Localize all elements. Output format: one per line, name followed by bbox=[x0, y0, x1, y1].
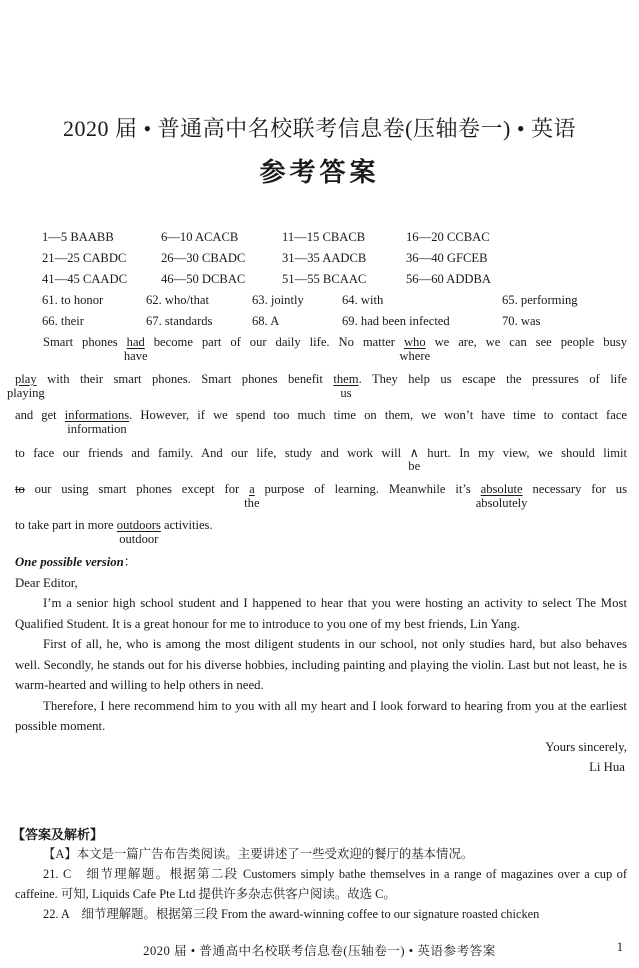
passage-text: our using smart phones except for bbox=[24, 482, 250, 496]
corrected-word bbox=[123, 335, 148, 363]
essay-paragraph-1: I’m a senior high school student and I happened to hear that you were hosting an activity to select The Most Qualified Student. It is a great honour for me to introduce to you one of my best friends, Lin Yang. bbox=[15, 596, 627, 631]
caret-symbol: ∧ bbox=[409, 446, 419, 460]
answer-item: 65. performing bbox=[502, 293, 578, 307]
deleted-word: to bbox=[15, 482, 25, 496]
passage-text: necessary for us bbox=[522, 482, 627, 496]
analysis-q22: 22. A 细节理解题。根据第三段 From the award-winning coffee to our signature roasted chicken bbox=[43, 907, 540, 921]
correction-line bbox=[15, 445, 627, 473]
original-word: absolute bbox=[480, 482, 523, 496]
essay-heading: One possible version bbox=[15, 555, 124, 569]
correction-word: the bbox=[244, 496, 260, 510]
answer-group: 6—10 ACACB bbox=[161, 230, 239, 244]
correction-word: us bbox=[340, 386, 352, 400]
passage-text: purpose of learning. Meanwhile it’s bbox=[254, 482, 481, 496]
passage-text: with their smart phones. Smart phones benefit bbox=[36, 372, 334, 386]
original-word: had bbox=[126, 335, 145, 349]
answer-item: 63. jointly bbox=[252, 293, 304, 307]
answer-group: 16—20 CCBAC bbox=[406, 230, 490, 244]
analysis-passage-a: 【A】本文是一篇广告布告类阅读。主要讲述了一些受欢迎的餐厅的基本情况。 bbox=[43, 847, 474, 861]
correction-word: where bbox=[399, 349, 431, 363]
answer-group: 41—45 CAADC bbox=[42, 272, 128, 286]
answer-group: 51—55 BCAAC bbox=[282, 272, 367, 286]
correction-line bbox=[6, 372, 627, 400]
essay-signature: Li Hua bbox=[589, 760, 625, 774]
document-subtitle: 参考答案 bbox=[259, 158, 380, 188]
essay-closing: Yours sincerely, bbox=[545, 739, 627, 754]
answer-item: 66. their bbox=[42, 314, 84, 328]
passage-text: become part of our daily life. No matter bbox=[144, 335, 404, 349]
original-word: informations bbox=[64, 408, 130, 422]
passage-text: . However, if we spend too much time on them, we won’t have time to contact face bbox=[129, 408, 627, 422]
answer-item: 70. was bbox=[502, 314, 541, 328]
passage-text: to face our friends and family. And our life, study and work will bbox=[15, 446, 410, 460]
correction-line bbox=[15, 482, 627, 510]
correction-line bbox=[15, 518, 627, 546]
answer-item: 64. with bbox=[342, 293, 384, 307]
corrected-word bbox=[64, 408, 130, 436]
passage-text: to take part in more bbox=[15, 518, 117, 532]
correction-word: be bbox=[408, 459, 421, 473]
answer-group: 36—40 GFCEB bbox=[406, 251, 488, 265]
corrected-word bbox=[6, 372, 45, 400]
answer-group: 46—50 DCBAC bbox=[161, 272, 246, 286]
answer-item: 61. to honor bbox=[42, 293, 104, 307]
answer-group: 26—30 CBADC bbox=[161, 251, 246, 265]
passage-text: and get bbox=[15, 408, 65, 422]
analysis-q21: 21. C 细节理解题。根据第二段 Customers simply bathe themselves in a range of magazines over a cup of caffeine. 可知, Liquids Cafe Pte Ltd 提供许多杂志供客户阅读。故选 C。 bbox=[15, 867, 627, 901]
answer-item: 68. A bbox=[252, 314, 280, 328]
original-word: play bbox=[15, 372, 37, 386]
correction-word: information bbox=[67, 422, 127, 436]
correction-word: absolutely bbox=[475, 496, 528, 510]
page-footer: 2020 届 • 普通高中名校联考信息卷(压轴卷一) • 英语参考答案 bbox=[143, 944, 496, 958]
document-title: 2020 届 • 普通高中名校联考信息卷(压轴卷一) • 英语 bbox=[62, 116, 577, 141]
correction-word: outdoor bbox=[119, 532, 159, 546]
correction-line bbox=[15, 335, 627, 363]
correction-line bbox=[15, 408, 627, 436]
essay-paragraph-2: First of all, he, who is among the most diligent students in our school, not only studies hard, but also behaves well. Secondly, he stands out for his diverse hobbies, including painting and playing the violin. Last but not least, he is warm-hearted and willing to help others in need. bbox=[15, 637, 627, 692]
original-word: them bbox=[333, 372, 359, 386]
page-number: 1 bbox=[616, 940, 623, 954]
essay-salutation: Dear Editor, bbox=[15, 575, 78, 590]
correction-word: playing bbox=[6, 386, 45, 400]
corrected-word bbox=[116, 518, 161, 546]
answer-group: 31—35 AADCB bbox=[282, 251, 367, 265]
answer-item: 62. who/that bbox=[146, 293, 209, 307]
insert-mark bbox=[408, 445, 421, 473]
answer-group: 21—25 CABDC bbox=[42, 251, 127, 265]
essay-heading-colon: ： bbox=[123, 555, 137, 569]
corrected-word bbox=[244, 482, 260, 510]
corrected-word bbox=[333, 372, 359, 400]
model-essay bbox=[15, 552, 627, 778]
essay-paragraph-3: Therefore, I here recommend him to you with all my heart and I look forward to hearing from you at the earliest possible moment. bbox=[15, 698, 627, 733]
original-word: a bbox=[249, 482, 255, 496]
answer-group: 11—15 CBACB bbox=[282, 230, 366, 244]
original-word: outdoors bbox=[116, 518, 161, 532]
answer-item: 67. standards bbox=[146, 314, 213, 328]
passage-text: hurt. In my view, we should limit bbox=[418, 446, 627, 460]
original-word: who bbox=[403, 335, 426, 349]
passage-text: . They help us escape the pressures of life bbox=[358, 372, 627, 386]
analysis-heading: 【答案及解析】 bbox=[12, 828, 104, 843]
answer-item: 69. had been infected bbox=[342, 314, 450, 328]
analysis-body bbox=[15, 844, 627, 924]
answer-group: 56—60 ADDBA bbox=[406, 272, 492, 286]
passage-text: we are, we can see people busy bbox=[425, 335, 627, 349]
correction-word: have bbox=[123, 349, 148, 363]
answer-group: 1—5 BAABB bbox=[42, 230, 114, 244]
corrected-word bbox=[399, 335, 431, 363]
corrected-word bbox=[475, 482, 528, 510]
passage-text: activities. bbox=[160, 518, 213, 532]
passage-text: Smart phones bbox=[43, 335, 127, 349]
